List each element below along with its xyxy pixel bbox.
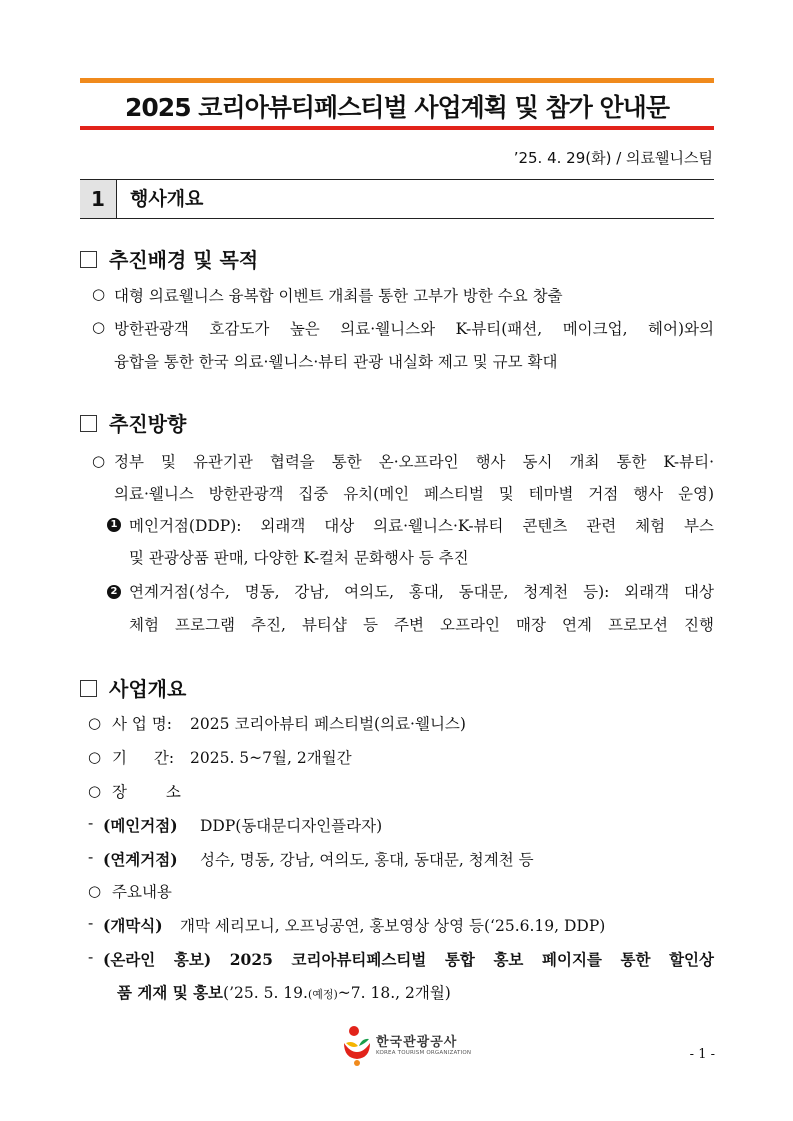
checkbox-square-icon (80, 251, 97, 268)
section-header (80, 179, 714, 219)
circle-bullet-icon: ○ (92, 285, 106, 303)
number-2-icon: 2 (107, 585, 121, 599)
circle-bullet-icon: ○ (88, 782, 102, 800)
kto-logo (340, 1025, 475, 1067)
opening-label: (개막식) (103, 916, 163, 935)
place-main-label: (메인거점) (103, 816, 178, 835)
checkbox-square-icon (80, 680, 97, 697)
online-promo-line-1: (온라인 홍보) 2025 코리아뷰티페스티벌 통합 홍보 페이지를 통한 할인상 (103, 950, 714, 969)
number-1-icon: 1 (107, 518, 121, 532)
kto-logo-subtitle: KOREA TOURISM ORGANIZATION (376, 1050, 472, 1056)
header-top-bar (80, 78, 714, 83)
document-title: 2025 코리아뷰티페스티벌 사업계획 및 참가 안내문 (125, 93, 669, 122)
overview-name-label: 사 업 명: (112, 715, 172, 733)
direction-item-2-line-1: 연계거점(성수, 명동, 강남, 여의도, 홍대, 동대문, 청계천 등): 외래객 대상 (129, 583, 714, 601)
circle-bullet-icon: ○ (88, 714, 102, 732)
direction-item-1-line-2: 및 관광상품 판매, 다양한 K-컬처 문화행사 등 추진 (129, 549, 469, 567)
checkbox-square-icon (80, 415, 97, 432)
circle-bullet-icon: ○ (88, 748, 102, 766)
page-number: - 1 - (689, 1047, 715, 1062)
overview-period-value: 2025. 5~7월, 2개월간 (190, 749, 352, 767)
direction-item-2-line-2: 체험 프로그램 추진, 뷰티샵 등 주변 오프라인 매장 연계 프로모션 진행 (129, 616, 714, 634)
header-bottom-bar (80, 126, 714, 130)
heading-overview: 사업개요 (80, 673, 186, 702)
heading-direction: 추진방향 (80, 408, 186, 437)
dash-bullet: - (88, 914, 94, 932)
kto-logo-icon (340, 1025, 374, 1067)
section-number: 1 (80, 180, 117, 218)
direction-bullet-line-1: 정부 및 유관기관 협력을 통한 온·오프라인 행사 동시 개최 통한 K-뷰티· (114, 453, 714, 471)
opening-value: 개막 세리모니, 오프닝공연, 홍보영상 상영 등(‘25.6.19, DDP) (180, 917, 606, 935)
overview-name-value: 2025 코리아뷰티 페스티벌(의료·웰니스) (190, 715, 466, 733)
background-bullet-1: 대형 의료웰니스 융복합 이벤트 개최를 통한 고부가 방한 수요 창출 (114, 287, 563, 305)
kto-logo-name: 한국관광공사 (376, 1035, 458, 1050)
dash-bullet: - (88, 948, 94, 966)
circle-bullet-icon: ○ (92, 452, 106, 470)
circle-bullet-icon: ○ (88, 882, 102, 900)
circle-bullet-icon: ○ (92, 318, 106, 336)
background-bullet-2-line-2: 융합을 통한 한국 의료·웰니스·뷰티 관광 내실화 제고 및 규모 확대 (114, 353, 558, 371)
overview-content-label: 주요내용 (112, 883, 172, 901)
overview-place-label: 장 소 (112, 783, 181, 801)
dash-bullet: - (88, 814, 94, 832)
direction-bullet-line-2: 의료·웰니스 방한관광객 집중 유치(메인 페스티벌 및 테마별 거점 행사 운영) (114, 485, 714, 503)
date-department: ’25. 4. 29(화) / 의료웰니스팀 (513, 149, 713, 167)
online-promo-line-2: 품 게재 및 홍보(’25. 5. 19.(예정)~7. 18., 2개월) (117, 983, 451, 1002)
place-main-value: DDP(동대문디자인플라자) (200, 817, 383, 835)
dash-bullet: - (88, 848, 94, 866)
background-bullet-2-line-1: 방한관광객 호감도가 높은 의료·웰니스와 K-뷰티(패션, 메이크업, 헤어)와의 (114, 320, 714, 338)
place-link-value: 성수, 명동, 강남, 여의도, 홍대, 동대문, 청계천 등 (200, 851, 534, 869)
section-title: 행사개요 (130, 188, 204, 210)
heading-background: 추진배경 및 목적 (80, 244, 258, 273)
overview-period-label: 기 간: (112, 749, 175, 767)
place-link-label: (연계거점) (103, 850, 178, 869)
direction-item-1-line-1: 메인거점(DDP): 외래객 대상 의료·웰니스·K-뷰티 콘텐츠 관련 체험 부스 (129, 517, 714, 535)
